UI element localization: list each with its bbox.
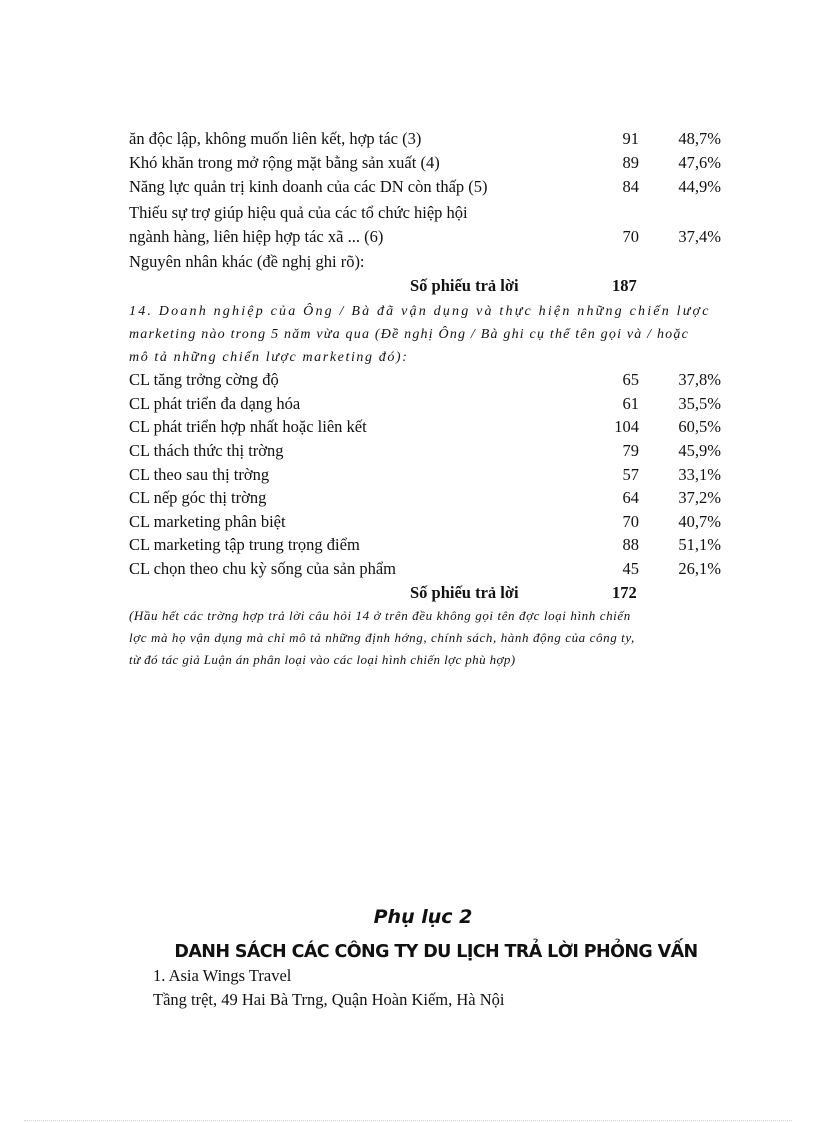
strategy-percent: 33,1% [678,465,721,484]
strategy-label: CL tăng trởng cờng độ [129,370,279,389]
total-label: Số phiếu trả lời [410,276,519,295]
strategy-row [129,557,721,580]
strategy-percent: 40,7% [678,512,721,531]
strategy-label: CL phát triển đa dạng hóa [129,394,301,413]
company-name: 1. Asia Wings Travel [153,966,292,985]
strategy-percent: 60,5% [678,417,721,436]
cause-row [129,127,721,150]
note-line: từ đó tác giả Luận án phân loại vào các loại hình chiến lợc phù hợp) [129,652,516,667]
question-line: 14. Doanh nghiệp của Ông / Bà đã vận dụng và thực hiện những chiến lược [129,304,711,319]
strategy-label: CL theo sau thị trờng [129,465,270,484]
strategy-row [129,510,721,533]
cause-row [129,151,721,174]
cause-count: 70 [622,227,639,246]
strategy-label: CL marketing phân biệt [129,512,286,531]
appendix-title: DANH SÁCH CÁC CÔNG TY DU LỊCH TRẢ LỜI PHỎNG VẤN [174,942,698,962]
cause-count: 84 [622,177,639,196]
strategy-row [129,415,721,438]
cause-percent: 48,7% [678,129,721,148]
strategy-percent: 37,8% [678,370,721,389]
strategy-label: CL nếp góc thị trờng [129,488,267,507]
strategy-count: 65 [622,370,639,389]
total-value: 187 [612,276,637,295]
strategy-percent: 51,1% [678,535,721,554]
note-line: (Hầu hết các trờng hợp trả lời câu hỏi 14 ở trên đều không gọi tên đợc loại hình chiến [129,608,631,623]
strategy-label: CL marketing tập trung trọng điểm [129,535,360,554]
strategy-row [129,486,721,509]
strategy-label: CL chọn theo chu kỳ sống của sản phẩm [129,559,396,578]
cause-count: 89 [622,153,639,172]
strategy-percent: 45,9% [678,441,721,460]
question-line: mô tả những chiến lược marketing đó): [129,350,409,365]
cause-label: Khó khăn trong mở rộng mặt bằng sản xuất (4) [129,153,440,172]
strategy-count: 70 [622,512,639,531]
cause-label: ăn độc lập, không muốn liên kết, hợp tác (3) [129,129,422,148]
note-line: lợc mà họ vận dụng mà chỉ mô tả những định hớng, chính sách, hành động của công ty, [129,630,635,645]
strategy-row [129,463,721,486]
strategy-percent: 35,5% [678,394,721,413]
cause-row [129,175,721,198]
strategy-label: CL phát triển hợp nhất hoặc liên kết [129,417,367,436]
strategy-count: 88 [622,535,639,554]
cause-percent: 47,6% [678,153,721,172]
strategy-percent: 26,1% [678,559,721,578]
appendix-label: Phụ lục 2 [373,906,473,928]
cause-percent: 37,4% [678,227,721,246]
strategy-count: 61 [622,394,639,413]
strategy-row [129,392,721,415]
strategy-count: 64 [622,488,639,507]
strategy-count: 104 [614,417,639,436]
cause-multiline-first: Thiếu sự trợ giúp hiệu quả của các tổ chức hiệp hội [129,203,468,222]
cause-row [129,225,721,248]
question-line: marketing nào trong 5 năm vừa qua (Đề nghị Ông / Bà ghi cụ thể tên gọi và / hoặc [129,327,689,342]
strategy-count: 45 [622,559,639,578]
strategy-row [129,368,721,391]
company-address: Tầng trệt, 49 Hai Bà Trng, Quận Hoàn Kiếm, Hà Nội [153,990,505,1009]
cause-count: 91 [622,129,639,148]
page-bottom-rule [24,1120,792,1121]
cause-other: Nguyên nhân khác (đề nghị ghi rõ): [129,252,365,271]
cause-label: Năng lực quản trị kinh doanh của các DN còn thấp (5) [129,177,488,196]
cause-percent: 44,9% [678,177,721,196]
strategy-percent: 37,2% [678,488,721,507]
strategy-row [129,533,721,556]
total-value: 172 [612,583,637,602]
strategy-row [129,439,721,462]
total-label: Số phiếu trả lời [410,583,519,602]
strategy-total [129,581,721,605]
strategy-count: 57 [622,465,639,484]
strategy-label: CL thách thức thị trờng [129,441,284,460]
cause-total [129,274,721,298]
cause-label: ngành hàng, liên hiệp hợp tác xã ... (6) [129,227,384,246]
strategy-count: 79 [622,441,639,460]
